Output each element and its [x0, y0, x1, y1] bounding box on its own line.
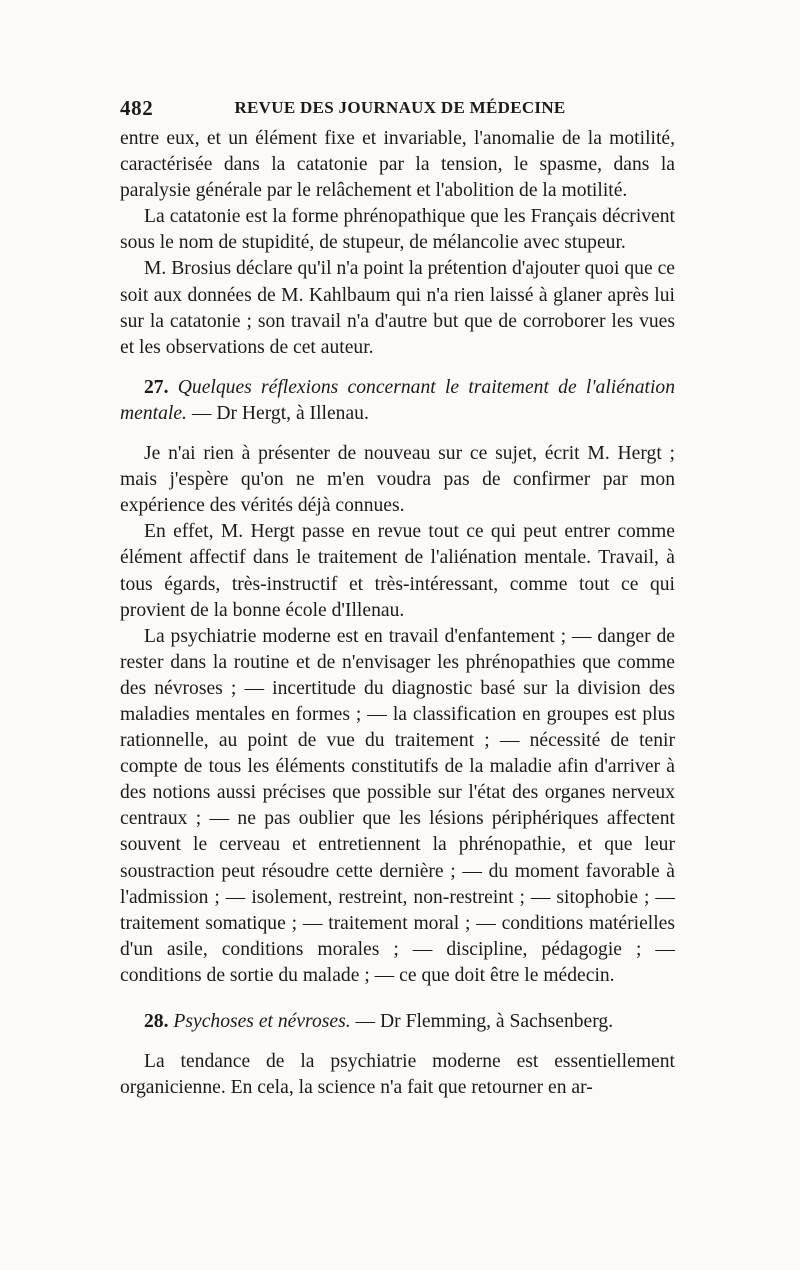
section-author: — Dr Hergt, à Illenau. — [191, 402, 369, 424]
page-header — [120, 96, 680, 124]
section-number: 28. — [144, 1011, 169, 1032]
section-title: Quelques réflexions concernant le traitement de l'aliénation mentale. — [120, 376, 675, 424]
section-heading-28 — [120, 1009, 675, 1035]
paragraph: entre eux, et un élément fixe et invariable, l'anomalie de la motilité, caractérisée dans la catatonie par la tension, le spasme, dans la paralysie générale par le relâchement et l'abolition de la motilité. — [120, 128, 675, 202]
section-title: Psychoses et névroses. — [173, 1011, 351, 1032]
paragraph: M. Brosius déclare qu'il n'a point la prétention d'ajouter quoi que ce soit aux données de M. Kahlbaum qui n'a rien laissé à glaner après lui sur la catatonie ; son travail n'a d'autre but que de corroborer les vues et les observations de cet auteur. — [120, 258, 675, 358]
section-author: — Dr Flemming, à Sachsenberg. — [355, 1011, 614, 1032]
page-body — [120, 126, 675, 1101]
paragraph: En effet, M. Hergt passe en revue tout ce qui peut entrer comme élément affectif dans le traitement de l'aliénation mentale. Travail, à tous égards, très-instructif et très-intéressant, comme tout ce qui provient de la bonne école d'Illenau. — [120, 521, 675, 621]
running-title: REVUE DES JOURNAUX DE MÉDECINE — [234, 98, 566, 117]
page-number: 482 — [120, 96, 154, 120]
paragraph: Je n'ai rien à présenter de nouveau sur ce sujet, écrit M. Hergt ; mais j'espère qu'on ne m'en voudra pas de confirmer par mon expérience des vérités déjà connues. — [120, 443, 675, 517]
section-number: 27. — [144, 376, 169, 398]
section-heading-27 — [120, 375, 675, 427]
paragraph: La catatonie est la forme phrénopathique que les Français décrivent sous le nom de stupidité, de stupeur, de mélancolie avec stupeur. — [120, 206, 675, 254]
paragraph: La psychiatrie moderne est en travail d'enfantement ; — danger de rester dans la routine et de n'envisager les phrénopathies que comme des névroses ; — incertitude du diagnostic basé sur la division des maladies mentales en formes ; — la classification en groupes est plus rationnelle, au point de vue du traitement ; — nécessité de tenir compte de tous les éléments constitutifs de la maladie afin d'arriver à des notions aussi précises que possible sur l'état des organes nerveux centraux ; — ne pas oublier que les lésions périphériques affectent souvent le cerveau et entretiennent la phrénopathie, et que leur soustraction peut résoudre cette dernière ; — du moment favorable à l'admission ; — isolement, restreint, non-restreint ; — sitophobie ; — traitement somatique ; — traitement moral ; — conditions matérielles d'un asile, conditions morales ; — discipline, pédagogie ; — conditions de sortie du malade ; — ce que doit être le médecin. — [120, 625, 675, 986]
paragraph: La tendance de la psychiatrie moderne est essentiellement organicienne. En cela, la science n'a fait que retourner en ar- — [120, 1051, 675, 1099]
